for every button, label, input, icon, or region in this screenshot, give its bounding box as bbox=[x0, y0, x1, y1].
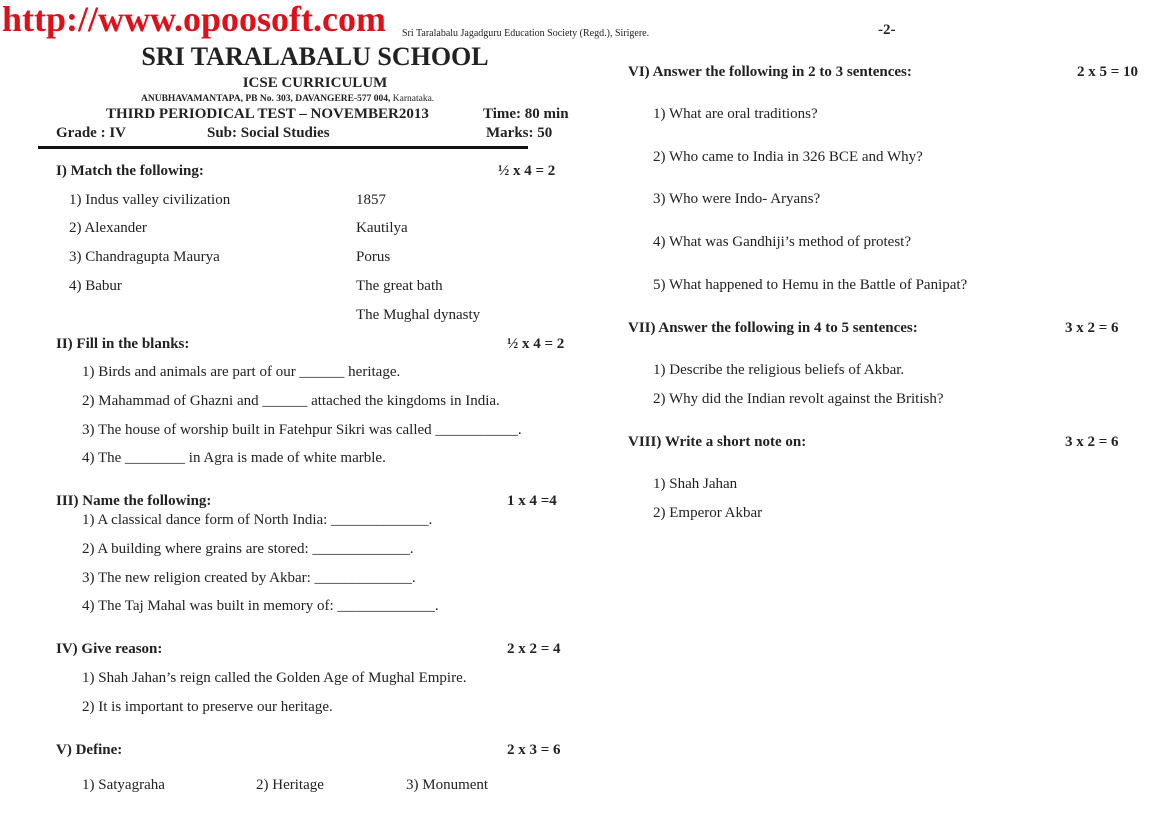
question: 2) Heritage bbox=[256, 777, 324, 793]
section-7-title: VII) Answer the following in 4 to 5 sentences: bbox=[628, 320, 918, 336]
section-8-title: VIII) Write a short note on: bbox=[628, 434, 807, 450]
question: 2) Mahammad of Ghazni and ______ attached the kingdoms in India. bbox=[82, 393, 500, 409]
match-option: The great bath bbox=[356, 278, 443, 294]
section-3-title: III) Name the following: bbox=[56, 493, 212, 509]
section-6-marks: 2 x 5 = 10 bbox=[1077, 64, 1139, 80]
section-1-title: I) Match the following: bbox=[56, 163, 204, 179]
subject: Sub: Social Studies bbox=[207, 125, 330, 141]
match-option: Kautilya bbox=[356, 220, 408, 236]
question: 3) Who were Indo- Aryans? bbox=[653, 191, 821, 207]
question: 1) Describe the religious beliefs of Akbar. bbox=[653, 362, 905, 378]
question: 2) Who came to India in 326 BCE and Why? bbox=[653, 149, 923, 165]
section-2-marks: ½ x 4 = 2 bbox=[507, 336, 565, 352]
match-option: 1857 bbox=[356, 192, 386, 208]
match-option: The Mughal dynasty bbox=[356, 307, 481, 323]
state: Karnataka. bbox=[392, 94, 435, 104]
test-title: THIRD PERIODICAL TEST – NOVEMBER2013 bbox=[106, 106, 429, 122]
question: 4) The Taj Mahal was built in memory of: _____________. bbox=[82, 598, 439, 614]
match-option: Porus bbox=[356, 249, 391, 265]
match-item: 3) Chandragupta Maurya bbox=[69, 249, 220, 265]
question: 1) Satyagraha bbox=[82, 777, 165, 793]
section-5-title: V) Define: bbox=[56, 742, 123, 758]
time: Time: 80 min bbox=[483, 106, 569, 122]
question: 2) It is important to preserve our heritage. bbox=[82, 699, 333, 715]
section-5-marks: 2 x 3 = 6 bbox=[507, 742, 561, 758]
section-3-marks: 1 x 4 =4 bbox=[507, 493, 557, 509]
question: 1) Shah Jahan’s reign called the Golden Age of Mughal Empire. bbox=[82, 670, 467, 686]
section-8-marks: 3 x 2 = 6 bbox=[1065, 434, 1119, 450]
question: 4) The ________ in Agra is made of white marble. bbox=[82, 450, 386, 466]
question: 3) The house of worship built in Fatehpur Sikri was called ___________. bbox=[82, 422, 522, 438]
society-line: Sri Taralabalu Jagadguru Education Society (Regd.), Sirigere. bbox=[402, 28, 650, 39]
question: 1) A classical dance form of North India: _____________. bbox=[82, 512, 433, 528]
page-number: -2- bbox=[878, 22, 896, 38]
section-1-marks: ½ x 4 = 2 bbox=[498, 163, 556, 179]
section-2-title: II) Fill in the blanks: bbox=[56, 336, 190, 352]
section-4-title: IV) Give reason: bbox=[56, 641, 163, 657]
watermark: http://www.opoosoft.com bbox=[2, 0, 386, 39]
question: 3) Monument bbox=[406, 777, 489, 793]
question: 2) Emperor Akbar bbox=[653, 505, 763, 521]
section-7-marks: 3 x 2 = 6 bbox=[1065, 320, 1119, 336]
curriculum: ICSE CURRICULUM bbox=[242, 75, 388, 91]
section-6-title: VI) Answer the following in 2 to 3 sentences: bbox=[628, 64, 912, 80]
marks: Marks: 50 bbox=[486, 125, 553, 141]
question: 5) What happened to Hemu in the Battle of Panipat? bbox=[653, 277, 968, 293]
question: 1) Birds and animals are part of our ______ heritage. bbox=[82, 364, 401, 380]
grade: Grade : IV bbox=[56, 125, 126, 141]
question: 3) The new religion created by Akbar: _____________. bbox=[82, 570, 416, 586]
header-rule bbox=[38, 146, 528, 149]
question: 2) Why did the Indian revolt against the British? bbox=[653, 391, 944, 407]
match-item: 4) Babur bbox=[69, 278, 122, 294]
section-4-marks: 2 x 2 = 4 bbox=[507, 641, 561, 657]
question: 1) Shah Jahan bbox=[653, 476, 738, 492]
school-name: SRI TARALABALU SCHOOL bbox=[141, 42, 489, 71]
match-item: 2) Alexander bbox=[69, 220, 147, 236]
address: ANUBHAVAMANTAPA, PB No. 303, DAVANGERE-577 004, bbox=[141, 94, 391, 104]
question: 1) What are oral traditions? bbox=[653, 106, 818, 122]
match-item: 1) Indus valley civilization bbox=[69, 192, 231, 208]
question: 2) A building where grains are stored: _____________. bbox=[82, 541, 414, 557]
question: 4) What was Gandhiji’s method of protest? bbox=[653, 234, 912, 250]
